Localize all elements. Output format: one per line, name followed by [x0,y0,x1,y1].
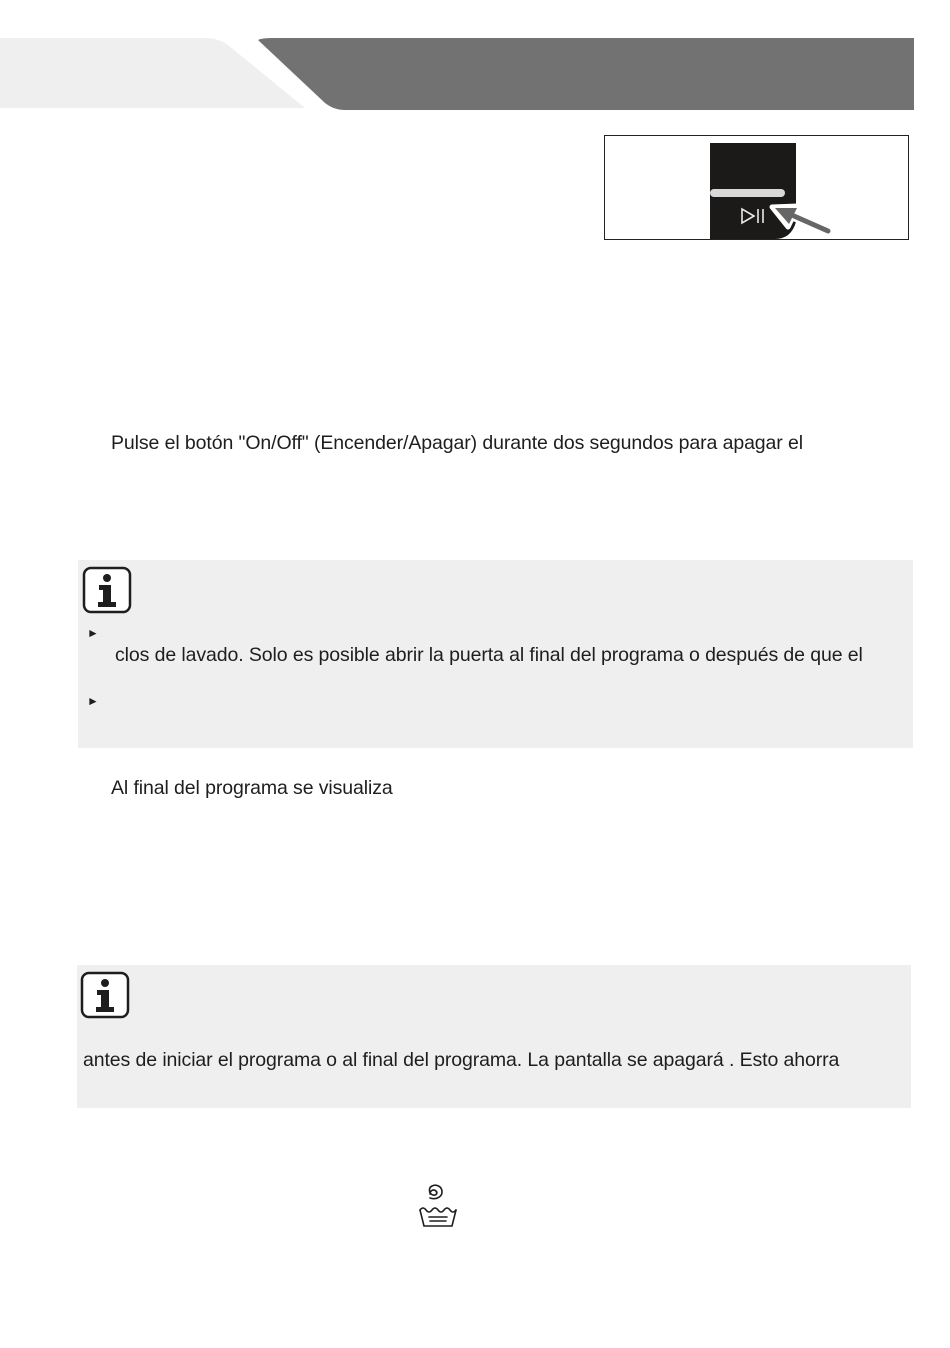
spin-wash-tub-icon [416,1182,460,1232]
end-of-program-paragraph: Al final del programa se visualiza [111,777,393,799]
note1-bullet-1-text: clos de lavado. Solo es posible abrir la puerta al final del programa o después de que el [115,644,863,666]
control-panel-illustration [605,136,909,240]
note2-text: antes de iniciar el programa o al final del programa. La pantalla se apagará . Esto ahorra [83,1049,840,1071]
header-tab-light [0,38,305,108]
info-icon [82,566,132,614]
bullet-marker: ► [87,694,99,708]
note-box-1 [78,560,913,748]
info-icon [80,971,130,1019]
control-panel-figure [604,135,909,240]
display-strip [710,189,785,197]
note-box-2 [77,965,911,1108]
bullet-marker: ► [87,626,99,640]
header-tab-dark [258,38,914,110]
header-bar [0,36,950,112]
on-off-paragraph: Pulse el botón "On/Off" (Encender/Apagar) durante dos segundos para apagar el [111,432,803,454]
